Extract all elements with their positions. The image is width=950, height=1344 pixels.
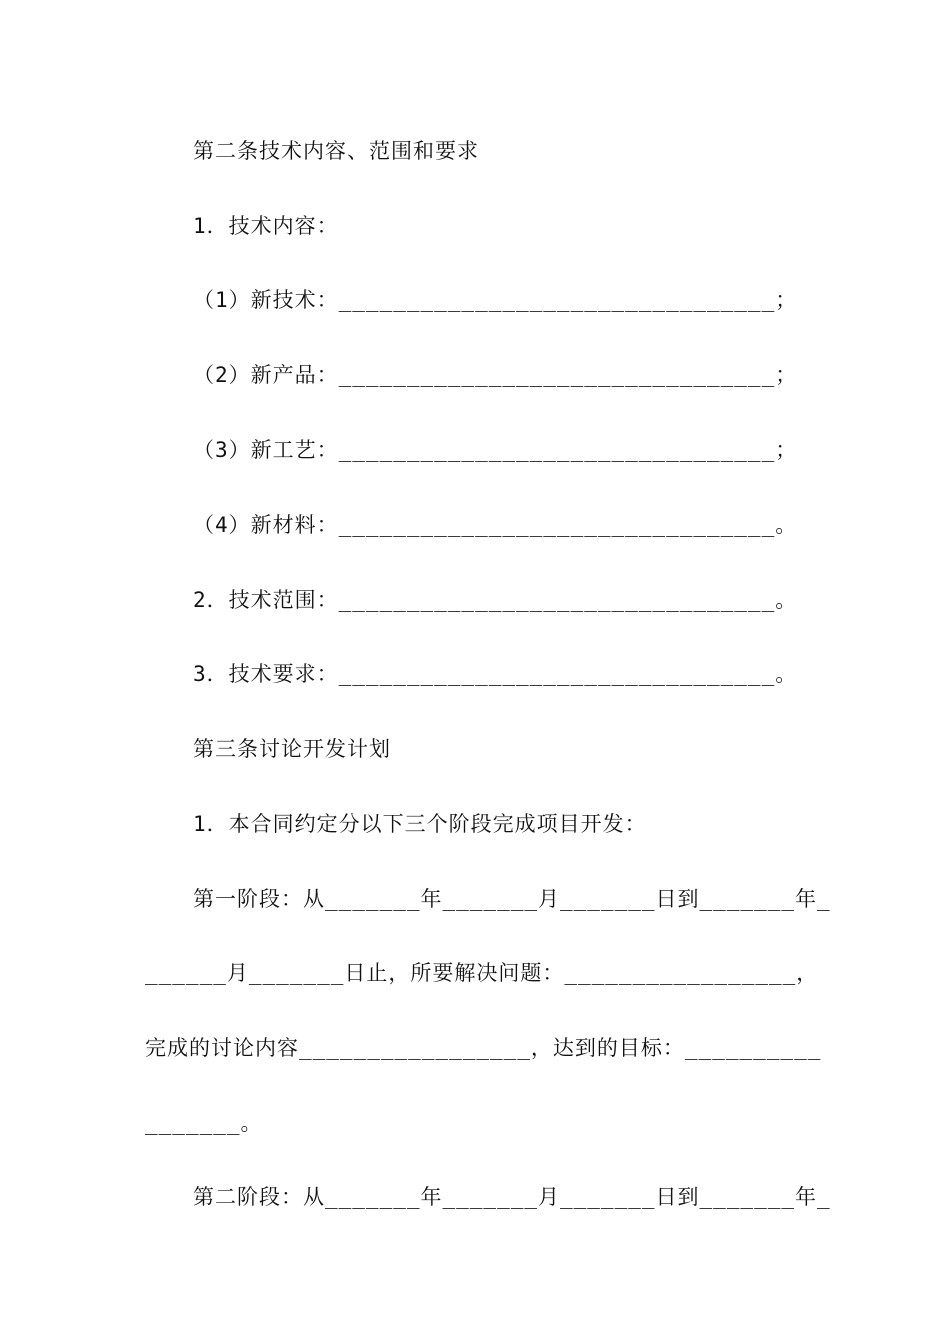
stage-one-problem-line: ______月_______日止，所要解决问题：_________________， [145, 961, 819, 985]
new-material-field: （4）新材料：________________________________。 [193, 513, 798, 537]
section-heading-article-3: 第三条讨论开发计划 [193, 737, 391, 761]
new-process-field: （3）新工艺：________________________________； [193, 438, 798, 462]
stage-two-dates-line: 第二阶段：从_______年_______月_______日到_______年_ [193, 1185, 831, 1209]
technical-content-label: 1．技术内容： [193, 214, 339, 238]
section-heading-article-2: 第二条技术内容、范围和要求 [193, 139, 479, 163]
stage-one-goal-line: 完成的讨论内容_________________，达到的目标：__________ [145, 1036, 822, 1060]
new-product-field: （2）新产品：________________________________； [193, 363, 798, 387]
technical-requirements-field: 3．技术要求：________________________________。 [193, 662, 798, 686]
stage-one-goal-continuation: _______。 [145, 1111, 263, 1135]
stage-one-dates-line: 第一阶段：从_______年_______月_______日到_______年_ [193, 887, 831, 911]
stages-intro-text: 1．本合同约定分以下三个阶段完成项目开发： [193, 812, 647, 836]
new-technology-field: （1）新技术：________________________________； [193, 288, 798, 312]
technical-scope-field: 2．技术范围：________________________________。 [193, 588, 798, 612]
